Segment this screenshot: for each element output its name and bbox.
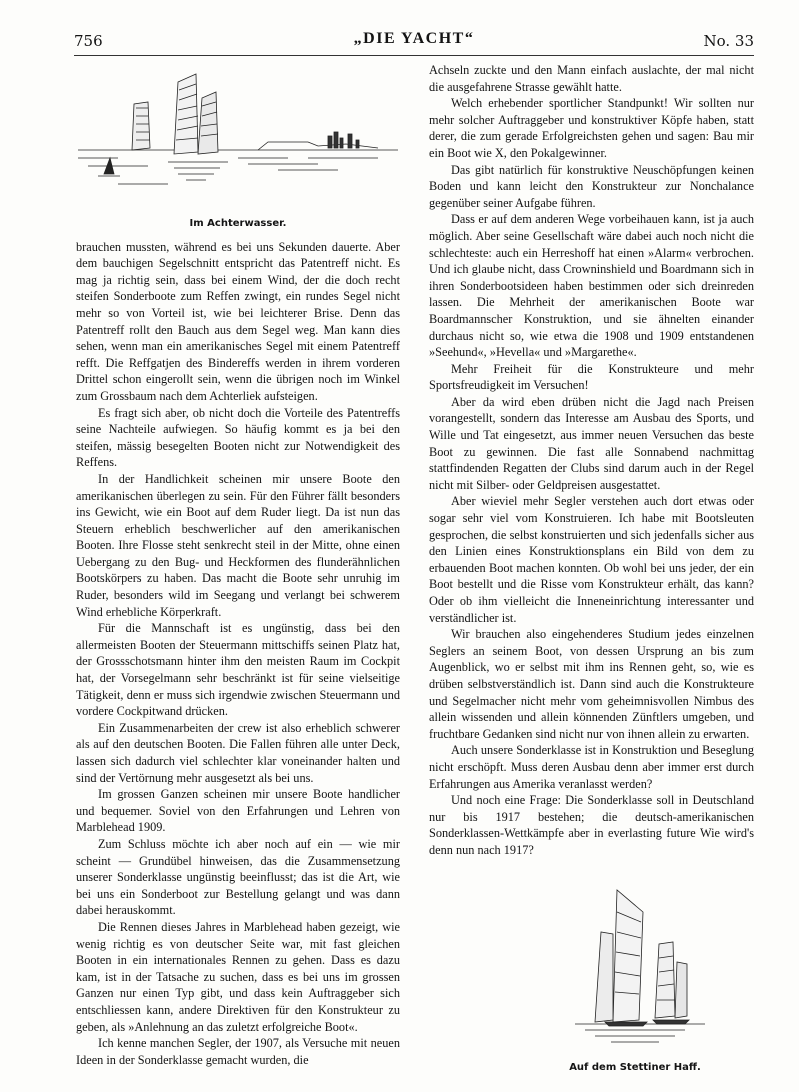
figure-top: [76, 62, 400, 233]
paragraph: Das gibt natürlich für konstruktive Neuschöpfungen keinen Boden und kann leicht den Konstrukteur zur Nonchalance gegenüber seiner Aufgabe führen.: [429, 162, 754, 210]
paragraph: Ich kenne manchen Segler, der 1907, als Versuche mit neuen Ideen in der Sonderklasse gemacht wurden, die: [76, 1036, 400, 1067]
issue-number: No. 33: [703, 32, 754, 50]
paragraph: Aber da wird eben drüben nicht die Jagd nach Preisen vorangestellt, sondern das Interesse am Ausbau des Sports, und Wille und Tat eingesetzt, aus immer neuen Versuchen das beste Boot zu gewinnen. Die fast alle Sonnabend nachmittag stattfindenden Regatten der Clubs sind darum auch in der Regel nicht mit Silber- oder Geldpreisen ausgestattet.: [429, 394, 754, 492]
sailboats-harbor-illustration: [78, 62, 398, 210]
right-column: [429, 62, 754, 859]
paragraph: Dass er auf dem anderen Wege vorbeihauen kann, ist ja auch möglich. Aber seine Gesellschaft wäre dabei auch noch nicht die schlechteste: auch ein Herreshoff hat einen »Alarm« verbrochen. Und ich glaube nicht, dass Crowninshield und Boardmann sich in ihren Sonderbootsideen haben bestimmen oder sich dreinreden lassen. Die Mehrheit der amerikanischen Boote war Boardmannscher Konstruktion, und sie ähnelten einander durchaus nicht so, wie etwa die 1908 und 1909 entstandenen »Seehund«, »Hevella« und »Margarethe«.: [429, 212, 754, 360]
paragraph: Es fragt sich aber, ob nicht doch die Vorteile des Patentreffs seine Nachteile aufwiegen. So häufig kommt es ja bei den steifen, mässig besegelten Booten nicht zur Notwendigkeit des Reffens.: [76, 405, 400, 470]
figure-bottom: [520, 872, 750, 1073]
paragraph: In der Handlichkeit scheinen mir unsere Boote den amerikanischen überlegen zu sein. Für den Führer fällt besonders ins Gewicht, wie ein Boot auf dem Ruder liegt. Da ist nun das Steuern erheblich beschwerlicher auf den amerikanischen Booten. Ihre Flosse steht senkrecht steil in der Mitte, ohne einen Uebergang zu den Bug- und Heckformen des flunderähnlichen Bootskörpers zu haben. Das macht die Boote sehr unruhig im Ruder, besonders wild im Seegang und verlangt bei schwerem Wind erhebliche Körperkraft.: [76, 471, 400, 619]
paragraph: Im grossen Ganzen scheinen mir unsere Boote handlicher und bequemer. Soviel von den Erfahrungen und Lehren von Marblehead 1909.: [76, 787, 400, 835]
figure-top-caption: Im Achterwasser.: [189, 218, 287, 229]
figure-bottom-caption: Auf dem Stettiner Haff.: [569, 1062, 701, 1073]
paragraph: Aber wieviel mehr Segler verstehen auch dort etwas oder sogar sehr viel vom Konstruieren. Ich habe mit Bootsleuten gesprochen, die selbst konstruierten und sich jedenfalls sicher aus den Linien eines Konstruktionsplans ein Bild von dem zu erbauenden Boot machen konnten. Ob wohl bei uns jeder, der ein Boot bestellt und die Risse vom Konstrukteur erhält, das kann? Oder ob ihm vielleicht die Inneneinrichtung interessanter und verständlicher ist.: [429, 494, 754, 625]
paragraph: Mehr Freiheit für die Konstrukteure und mehr Sportsfreudigkeit im Versuchen!: [429, 361, 754, 393]
page-number: 756: [74, 32, 103, 50]
journal-title: „DIE YACHT“: [353, 30, 475, 47]
paragraph: Die Rennen dieses Jahres in Marblehead haben gezeigt, wie wenig richtig es von deutscher Seite war, mit fast gleichen Booten in ein internationales Rennen zu gehen. Dass es dazu kam, ist in der Tatsache zu suchen, dass es bei uns im grossen Ganzen nur einen Typ gibt, und dass kein Auftraggeber sich entschliessen kann, andere Direktiven für den Konstrukteur zu geben, als »Anlehnung an das zuletzt erfolgreiche Boot«.: [76, 919, 400, 1034]
paragraph: Auch unsere Sonderklasse ist in Konstruktion und Beseglung nicht erschöpft. Muss deren Ausbau denn aber immer erst durch Erfahrungen aus Amerika veranlasst werden?: [429, 743, 754, 791]
header-rule: [74, 55, 754, 56]
paragraph: Und noch eine Frage: Die Sonderklasse soll in Deutschland nur bis 1917 bestehen; die deutsch-amerikanischen Sonderklassen-Wettkämpfe aber in everlasting future Wie wird's denn nun nach 1917?: [429, 793, 754, 857]
paragraph: Achseln zuckte und den Mann einfach auslachte, der mal nicht die ausgefahrene Strasse gewählt hatte.: [429, 63, 754, 94]
paragraph: Wir brauchen also eingehenderes Studium jedes einzelnen Seglers an seinem Boot, von dessen Ursprung an bis zum Augenblick, wo er selbst mit ihm ins Rennen geht, so, wie es drüben selbstverständlich ist. Dann sind auch die Konstrukteure und Segelmacher nicht mehr vom geheimnisvollen Nimbus des allein wissenden und allein könnenden Zünftlers umgeben, und fruchtbare Gedanken sind nicht nur von ihnen allein zu erwarten.: [429, 627, 754, 741]
paragraph: Für die Mannschaft ist es ungünstig, dass bei den allermeisten Booten der Steuermann mittschiffs seinen Platz hat, der Grossschotsmann hinter ihm den meisten Raum im Cockpit hat, der Vorsegelmann sehr beschränkt ist für seine vielseitige Tätigkeit, denn er muss sich irgendwie zwischen Steuermann und vordere Cockpitwand drücken.: [76, 621, 400, 719]
paragraph: Ein Zusammenarbeiten der crew ist also erheblich schwerer als auf den deutschen Booten. Die Fallen führen alle unter Deck, lassen sich dadurch viel schlechter klar voneinander halten und sind der Vertörnung mehr ausgesetzt als bei uns.: [76, 720, 400, 785]
sailboats-illustration: [555, 872, 715, 1052]
paragraph: brauchen mussten, während es bei uns Sekunden dauerte. Aber dem bauchigen Segelschnitt entspricht das Patentreff nicht. Es mag ja richtig sein, dass bei einem Wind, der die doch recht steifen Sonderboote zum Reffen zwingt, ein rundes Segel nicht mehr so von Vorteil ist, wie bei leichterer Brise. Denn das Patentreff rollt den Bauch aus dem Segel weg. Man kann dies sehen, wenn man ein amerikanisches Segel mit einem Patentreff refft. Die Reffgatjen des Bindereffs werden in ihrem vorderen Drittel schon eingerollt sein, wenn die übrigen noch im Winkel zum Grossbaum nach dem Achterliek aufsteigen.: [76, 239, 400, 403]
page-header: [74, 30, 754, 54]
paragraph: Zum Schluss möchte ich aber noch auf ein — wie mir scheint — Grundübel hinweisen, das die Zusammensetzung unserer Sonderklasse ungünstig beeinflusst; das ist die Art, wie bei uns ein Sonderboot zur Bestellung gelangt und was dann dabei herauskommt.: [76, 836, 400, 918]
left-column: [76, 62, 400, 1068]
paragraph: Welch erhebender sportlicher Standpunkt! Wir sollten nur mehr solcher Auftraggeber und konstruktiver Köpfe haben, statt derer, die zum gerade Erfolgreichsten gehen und sagen: Bau mir ein Boot wie X, den Pokalgewinner.: [429, 96, 754, 160]
